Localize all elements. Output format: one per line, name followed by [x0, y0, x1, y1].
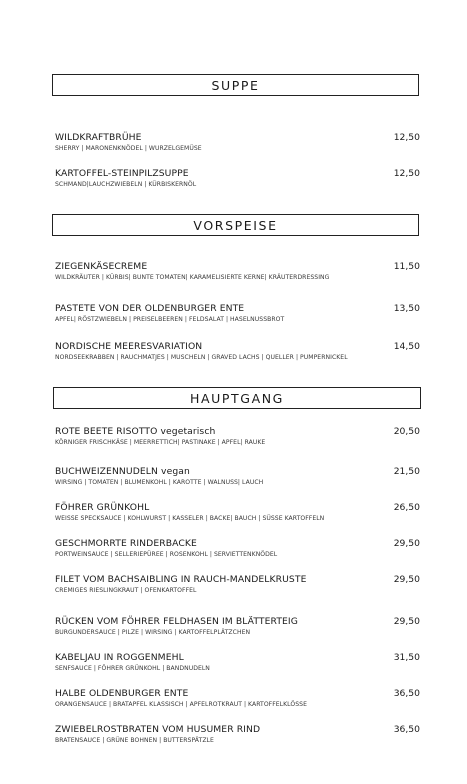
item-description: NORDSEEKRABBEN | RAUCHMATJES | MUSCHELN | GRAVED LACHS | QUELLER | PUMPERNICKEL — [55, 354, 348, 361]
item-name: PASTETE VON DER OLDENBURGER ENTE — [55, 303, 245, 314]
item-price: 21,50 — [393, 466, 420, 477]
item-description: WEISSE SPECKSAUCE | KOHLWURST | KASSELER | BACKE| BAUCH | SÜSSE KARTOFFELN — [55, 515, 325, 522]
item-name — [55, 466, 190, 477]
item-name: NORDISCHE MEERESVARIATION — [55, 341, 203, 352]
item-description: BRATENSAUCE | GRÜNE BOHNEN | BUTTERSPÄTZLE — [55, 737, 214, 744]
section-title-vorspeise: VORSPEISE — [52, 214, 419, 236]
item-name-text: ROTE BEETE RISOTTO — [55, 426, 158, 437]
item-name: ZIEGENKÄSECREME — [55, 261, 148, 272]
item-description: WILDKRÄUTER | KÜRBIS| BUNTE TOMATEN| KARAMELISIERTE KERNE| KRÄUTERDRESSING — [55, 274, 330, 281]
item-description: KÖRNIGER FRISCHKÄSE | MEERRETTICH| PASTINAKE | APFEL| RAUKE — [55, 439, 266, 446]
item-name — [55, 426, 215, 437]
item-name: KARTOFFEL-STEINPILZSUPPE — [55, 168, 189, 179]
item-price: 14,50 — [393, 341, 420, 352]
item-description: SCHMAND|LAUCHZWIEBELN | KÜRBISKERNÖL — [55, 181, 197, 188]
item-name: HALBE OLDENBURGER ENTE — [55, 688, 189, 699]
item-name: KABELJAU IN ROGGENMEHL — [55, 652, 184, 663]
item-name-text: BUCHWEIZENNUDELN — [55, 466, 158, 477]
item-description: APFEL| RÖSTZWIEBELN | PREISELBEEREN | FELDSALAT | HASELNUSSBROT — [55, 316, 285, 323]
item-name: RÜCKEN VOM FÖHRER FELDHASEN IM BLÄTTERTEIG — [55, 616, 298, 627]
item-price: 29,50 — [393, 574, 420, 585]
item-description: BURGUNDERSAUCE | PILZE | WIRSING | KARTOFFELPLÄTZCHEN — [55, 629, 251, 636]
item-price: 20,50 — [393, 426, 420, 437]
item-description: ORANGENSAUCE | BRATAPFEL KLASSISCH | APFELROTKRAUT | KARTOFFELKLÖSSE — [55, 701, 307, 708]
item-price: 36,50 — [393, 688, 420, 699]
item-price: 26,50 — [393, 502, 420, 513]
item-name: GESCHMORRTE RINDERBACKE — [55, 538, 197, 549]
item-description: WIRSING | TOMATEN | BLUMENKOHL | KAROTTE | WALNUSS| LAUCH — [55, 479, 264, 486]
item-price: 12,50 — [393, 132, 420, 143]
item-description: SHERRY | MARONENKNÖDEL | WURZELGEMÜSE — [55, 145, 202, 152]
item-description: SENFSAUCE | FÖHRER GRÜNKOHL | BANDNUDELN — [55, 665, 210, 672]
item-name: ZWIEBELROSTBRATEN VOM HUSUMER RIND — [55, 724, 261, 735]
item-price: 12,50 — [393, 168, 420, 179]
section-title-suppe: SUPPE — [52, 74, 419, 96]
item-price: 13,50 — [393, 303, 420, 314]
item-description: PORTWEINSAUCE | SELLERIEPÜREE | ROSENKOHL | SERVIETTENKNÖDEL — [55, 551, 278, 558]
item-price: 29,50 — [393, 538, 420, 549]
section-title-hauptgang: HAUPTGANG — [53, 387, 421, 409]
item-description: CREMIGES RIESLINGKRAUT | OFENKARTOFFEL — [55, 587, 197, 594]
item-price: 11,50 — [393, 261, 420, 272]
item-price: 36,50 — [393, 724, 420, 735]
item-name: FÖHRER GRÜNKOHL — [55, 502, 150, 513]
item-name: WILDKRAFTBRÜHE — [55, 132, 142, 143]
item-price: 29,50 — [393, 616, 420, 627]
item-tag: vegan — [161, 466, 190, 477]
item-tag: vegetarisch — [160, 426, 216, 437]
item-price: 31,50 — [393, 652, 420, 663]
item-name: FILET VOM BACHSAIBLING IN RAUCH-MANDELKRUSTE — [55, 574, 307, 585]
